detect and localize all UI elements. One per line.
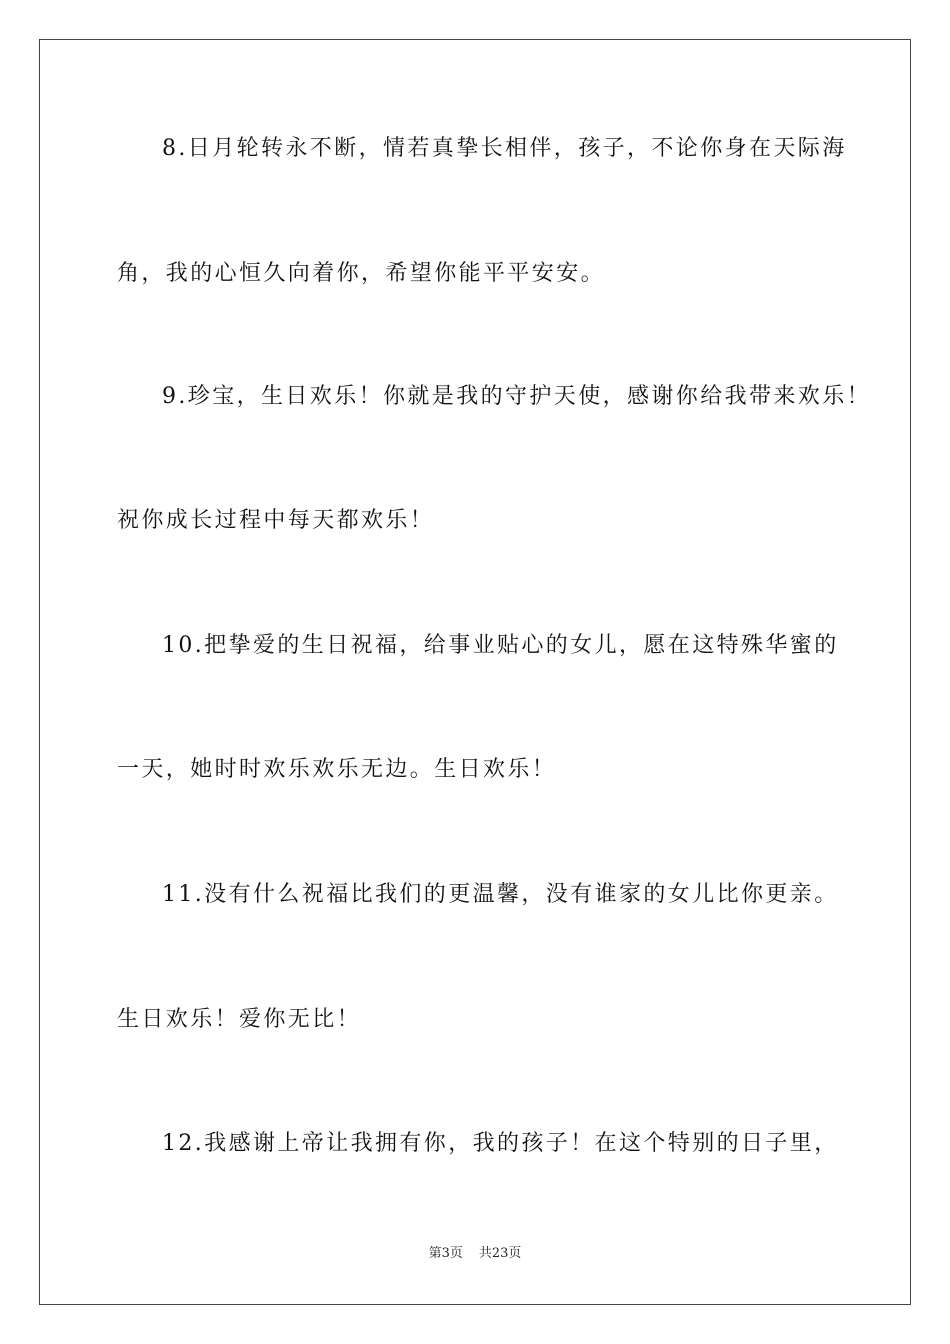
paragraph-10-line-2: 一天，她时时欢乐欢乐无边。生日欢乐！	[117, 757, 557, 782]
paragraph-10-line-1: 10.把挚爱的生日祝福，给事业贴心的女儿，愿在这特殊华蜜的	[162, 633, 839, 658]
page-number: 第3页	[428, 1246, 463, 1261]
paragraph-12-line-1: 12.我感谢上帝让我拥有你，我的孩子！在这个特别的日子里，	[162, 1131, 839, 1156]
paragraph-8-line-2: 角，我的心恒久向着你，希望你能平平安安。	[117, 261, 606, 286]
page-footer	[0, 1244, 950, 1264]
paragraph-9-line-1: 9.珍宝，生日欢乐！你就是我的守护天使，感谢你给我带来欢乐！	[162, 384, 871, 409]
paragraph-11-line-2: 生日欢乐！爱你无比！	[117, 1007, 362, 1032]
page-border	[39, 39, 911, 1305]
paragraph-9-line-2: 祝你成长过程中每天都欢乐！	[117, 508, 435, 533]
total-pages: 共23页	[478, 1246, 522, 1261]
paragraph-11-line-1: 11.没有什么祝福比我们的更温馨，没有谁家的女儿比你更亲。	[162, 882, 839, 907]
paragraph-8-line-1: 8.日月轮转永不断，情若真挚长相伴，孩子，不论你身在天际海	[162, 136, 847, 161]
